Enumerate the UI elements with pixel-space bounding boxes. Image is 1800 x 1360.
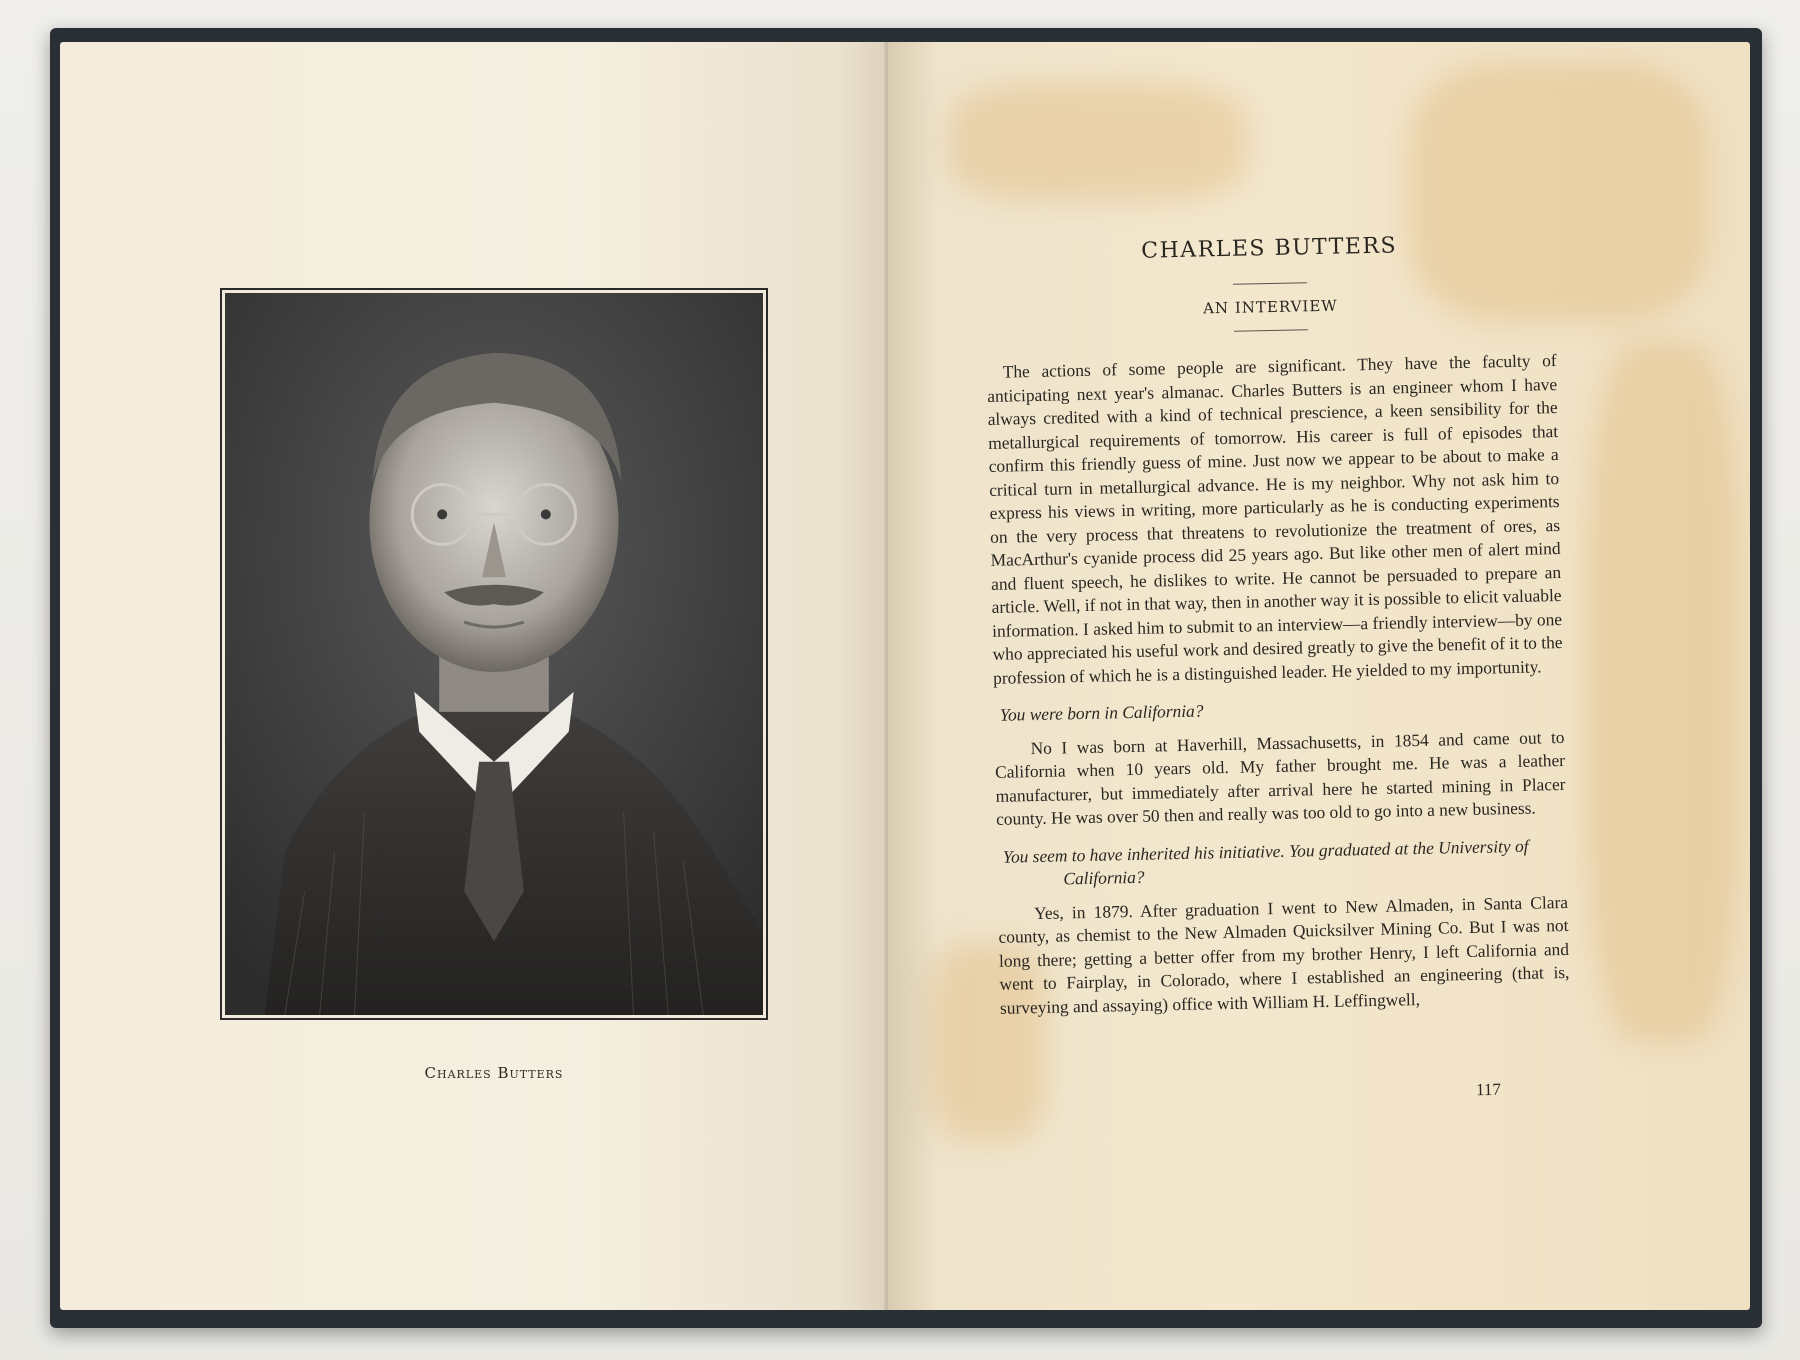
page-number: 117 [1475,1079,1502,1100]
right-page [888,42,1750,1310]
portrait-photo [225,293,763,1015]
question-1: You were born in California? [999,700,1204,725]
portrait-caption: Charles Butters [424,1064,564,1082]
page-stain [948,82,1248,202]
left-page [60,42,904,1310]
page-stain [1588,342,1738,1042]
article-text [984,230,1570,1020]
article-subtitle: AN INTERVIEW [1202,296,1338,318]
intro-paragraph: The actions of some people are significant. They have the faculty of anticipating next year's almanac. Charles Butters is an engineer whom I have always credited with a kind of technical prescience, a keen sensibility for the metallurgical requirements of tomorrow. His career is full of episodes that confirm this friendly guess of mine. Just now we appear to be about to make a critical turn in metallurgical advance. He is my neighbor. Why not ask him to express his views in writing, more particularly as he is conducting experiments on the very process that threatens to revolutionize the treatment of ores, as MacArthur's cyanide process did 25 years ago. But like other men of alert mind and fluent speech, he dislikes to write. He cannot be persuaded to prepare an article. Well, if not in that way, then in another way it is possible to elicit valuable information. I asked him to submit to an interview—a friendly interview—by one who appreciated his useful work and desired greatly to give the benefit of it to the profession of which he is a distinguished leader. He yielded to my importunity. [987,350,1563,688]
subtitle-rule [1234,329,1308,332]
question-2: You seem to have inherited his initiative. You graduated at the University of California? [1002,835,1529,889]
answer-1: No I was born at Haverhill, Massachusetts, in 1854 and came out to California when 10 years old. My father brought me. He was a leather manufacturer, but immediately after arrival here he started mining in Placer county. He was over 50 then and really was too old to go into a new business. [994,726,1566,829]
answer-2: Yes, in 1879. After graduation I went to New Almaden, in Santa Clara county, as chemist to the New Almaden Quicksilver Mining Co. But I was not long there; getting a better offer from my brother Henry, I left California and went to Fairplay, in Colorado, where I established an engineering (that is, surveying and assaying) office with William H. Leffingwell, [998,891,1570,1018]
article-title: CHARLES BUTTERS [1141,233,1398,264]
title-rule [1233,282,1307,285]
portrait-frame [220,288,768,1020]
